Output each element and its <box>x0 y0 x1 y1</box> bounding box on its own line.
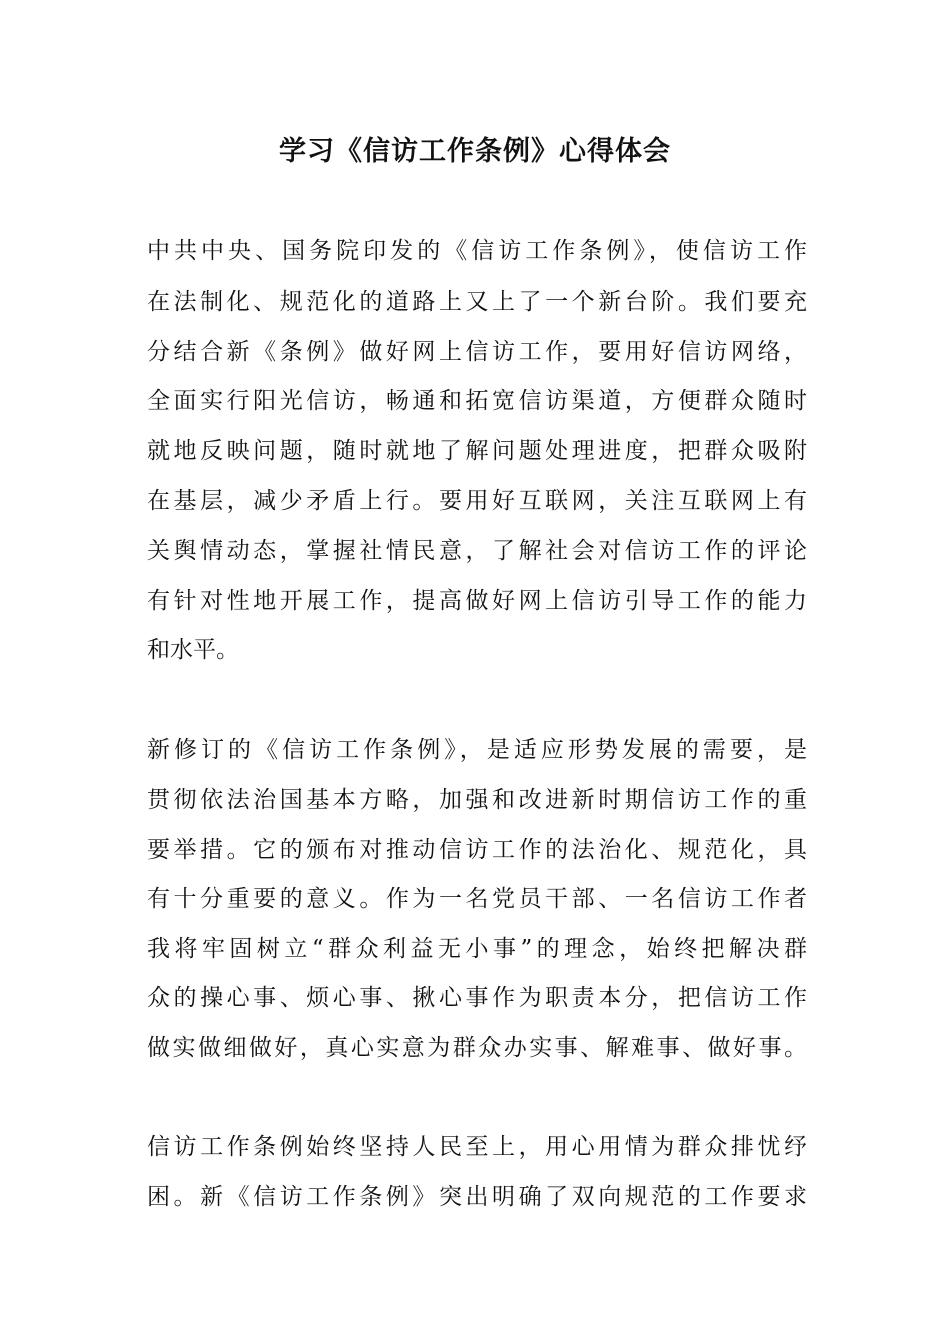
paragraph-line: 做实做细做好，真心实意为群众办实事、解难事、做好事。 <box>147 1035 807 1061</box>
paragraph-line: 我将牢固树立“群众利益无小事”的理念，始终把解决群 <box>147 936 807 962</box>
paragraph-line: 信访工作条例始终坚持人民至上，用心用情为群众排忧纾 <box>147 1134 807 1160</box>
paragraph-line: 分结合新《条例》做好网上信访工作，要用好信访网络， <box>147 339 807 365</box>
paragraph-line: 众的操心事、烦心事、揪心事作为职责本分，把信访工作 <box>147 985 807 1011</box>
paragraph-line: 中共中央、国务院印发的《信访工作条例》，使信访工作 <box>147 238 807 264</box>
paragraph-line: 有针对性地开展工作，提高做好网上信访引导工作的能力 <box>147 588 807 614</box>
paragraph-line: 要举措。它的颁布对推动信访工作的法治化、规范化，具 <box>147 837 807 863</box>
paragraph-line: 和水平。 <box>147 637 239 663</box>
paragraph-line: 困。新《信访工作条例》突出明确了双向规范的工作要求 <box>147 1184 807 1210</box>
paragraph-line: 全面实行阳光信访，畅通和拓宽信访渠道，方便群众随时 <box>147 388 807 414</box>
document-title: 学习《信访工作条例》心得体会 <box>279 136 671 167</box>
paragraph-line: 新修订的《信访工作条例》，是适应形势发展的需要，是 <box>147 737 807 763</box>
paragraph-line: 贯彻依法治国基本方略，加强和改进新时期信访工作的重 <box>147 787 807 813</box>
paragraph-line: 有十分重要的意义。作为一名党员干部、一名信访工作者 <box>147 886 807 912</box>
paragraph-line: 就地反映问题，随时就地了解问题处理进度，把群众吸附 <box>147 438 807 464</box>
paragraph-line: 在基层，减少矛盾上行。要用好互联网，关注互联网上有 <box>147 488 807 514</box>
paragraph-line: 关舆情动态，掌握社情民意，了解社会对信访工作的评论 <box>147 538 807 564</box>
paragraph-line: 在法制化、规范化的道路上又上了一个新台阶。我们要充 <box>147 289 807 315</box>
